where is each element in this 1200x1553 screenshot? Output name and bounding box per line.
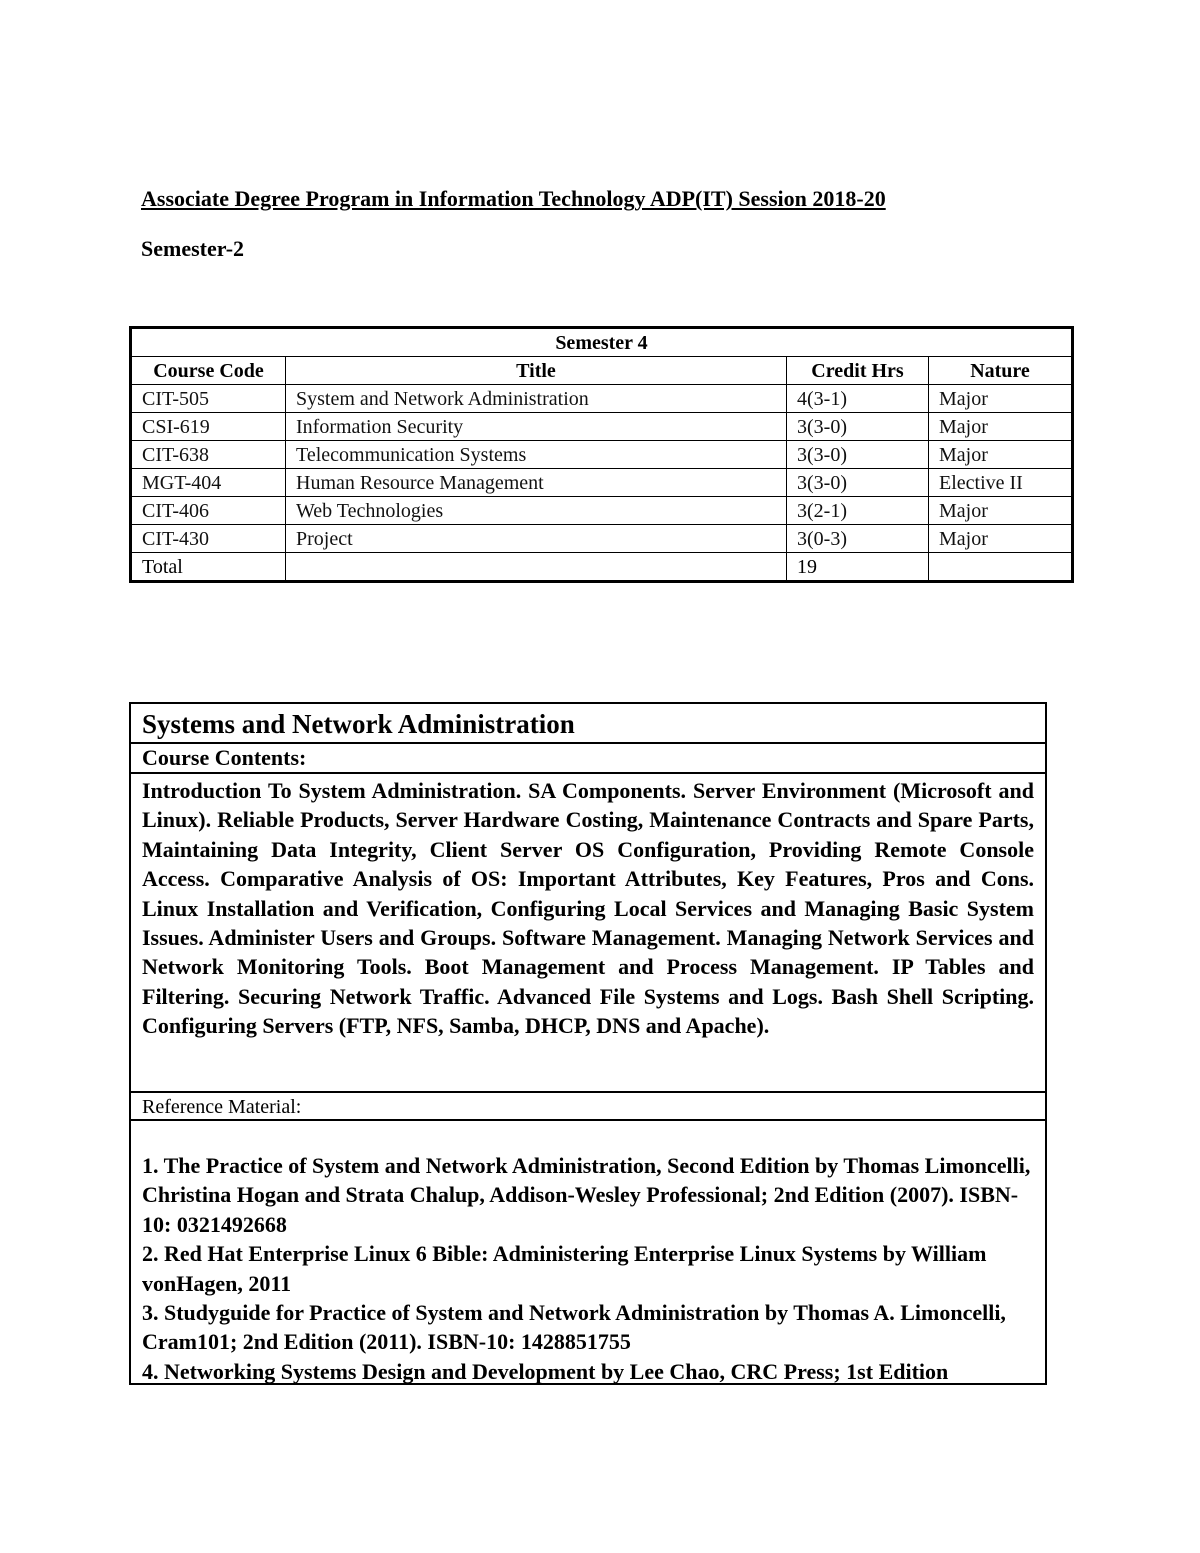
list-item: 4. Networking Systems Design and Development by Lee Chao, CRC Press; 1st Edition [142,1358,949,1384]
course-code-cell: CIT-505 [131,385,286,413]
column-header-nature: Nature [929,357,1073,385]
credit-hrs-cell: 3(3-0) [787,441,929,469]
course-title-cell: Information Security [286,413,787,441]
nature-cell: Elective II [929,469,1073,497]
table-row [131,497,1073,525]
table-row [131,413,1073,441]
nature-cell: Major [929,441,1073,469]
total-title-cell [286,553,787,582]
course-title-cell: Telecommunication Systems [286,441,787,469]
semester-heading-row [131,328,1073,357]
semester-course-table [129,326,1074,583]
column-header-row [131,357,1073,385]
course-code-cell: CIT-406 [131,497,286,525]
list-item: 2. Red Hat Enterprise Linux 6 Bible: Administering Enterprise Linux Systems by William vonHagen, 2011 [142,1241,987,1296]
document-title: Associate Degree Program in Information Technology ADP(IT) Session 2018-20 [141,186,886,211]
course-code-cell: CIT-638 [131,441,286,469]
credit-hrs-cell: 3(3-0) [787,469,929,497]
total-row [131,553,1073,582]
table-row [131,385,1073,413]
total-credits: 19 [787,553,929,582]
nature-cell: Major [929,525,1073,553]
list-item: 3. Studyguide for Practice of System and Network Administration by Thomas A. Limoncelli, Cram101; 2nd Edition (2011). ISBN-10: 1428851755 [142,1300,1006,1355]
course-code-cell: CSI-619 [131,413,286,441]
credit-hrs-cell: 3(2-1) [787,497,929,525]
table-row [131,469,1073,497]
course-outline-box [129,702,1047,1385]
course-title-cell: System and Network Administration [286,385,787,413]
course-title: Systems and Network Administration [131,704,1045,744]
course-title-cell: Project [286,525,787,553]
reference-list [131,1121,1045,1383]
course-code-cell: MGT-404 [131,469,286,497]
total-label: Total [131,553,286,582]
course-contents-label: Course Contents: [131,744,1045,774]
table-row [131,441,1073,469]
column-header-course-code: Course Code [131,357,286,385]
document-subtitle: Semester-2 [141,236,245,261]
credit-hrs-cell: 4(3-1) [787,385,929,413]
course-title-cell: Human Resource Management [286,469,787,497]
semester-heading: Semester 4 [131,328,1073,357]
nature-cell: Major [929,385,1073,413]
course-contents: Introduction To System Administration. SA Components. Server Environment (Microsoft and Linux). Reliable Products, Server Hardware Costing, Maintenance Contracts and Spare Parts, Maintaining Data Integrity, Client Server OS Configuration, Providing Remote Console Access. Comparative Analysis of OS: Important Attributes, Key Features, Pros and Cons. Linux Installation and Verification, Configuring Local Services and Managing Basic System Issues. Administer Users and Groups. Software Management. Managing Network Services and Network Monitoring Tools. Boot Management and Process Management. IP Tables and Filtering. Securing Network Traffic. Advanced File Systems and Logs. Bash Shell Scripting. Configuring Servers (FTP, NFS, Samba, DHCP, DNS and Apache). [131,774,1045,1093]
credit-hrs-cell: 3(0-3) [787,525,929,553]
column-header-credit-hrs: Credit Hrs [787,357,929,385]
total-nature-cell [929,553,1073,582]
table-row [131,525,1073,553]
credit-hrs-cell: 3(3-0) [787,413,929,441]
nature-cell: Major [929,413,1073,441]
course-title-cell: Web Technologies [286,497,787,525]
nature-cell: Major [929,497,1073,525]
list-item: 1. The Practice of System and Network Administration, Second Edition by Thomas Limoncelli, Christina Hogan and Strata Chalup, Addison-Wesley Professional; 2nd Edition (2007). ISBN-10: 0321492668 [142,1153,1031,1237]
reference-material-label: Reference Material: [131,1093,1045,1121]
column-header-title: Title [286,357,787,385]
course-code-cell: CIT-430 [131,525,286,553]
